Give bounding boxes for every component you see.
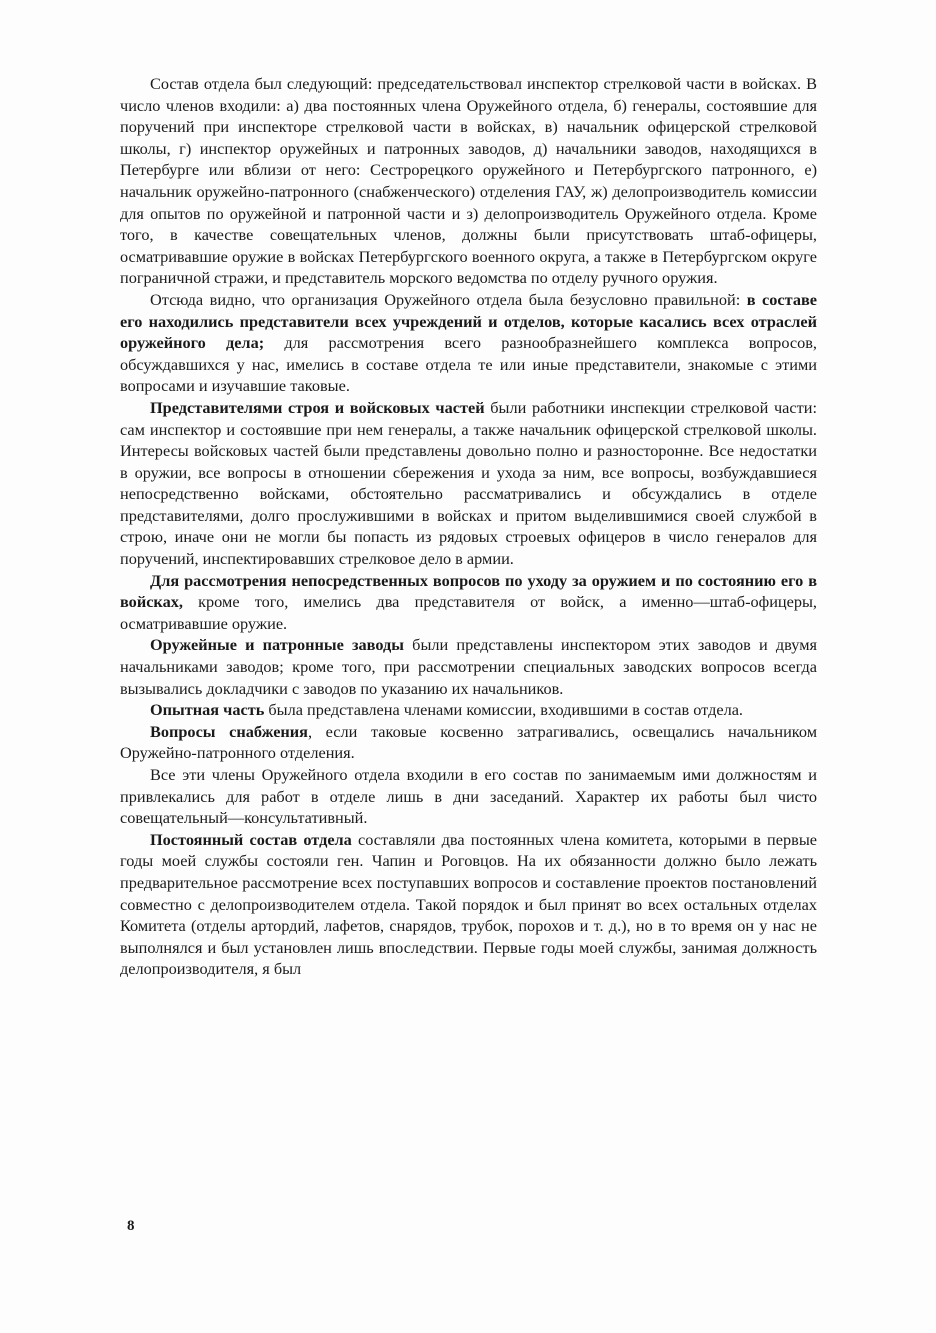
bold-run: Постоянный состав отдела: [150, 829, 352, 849]
paragraph-permanent-staff: [120, 829, 817, 980]
bold-run: в составе его находились представители всех учреждений и отделов, которые касались всех отраслей оружейного дела;: [120, 289, 818, 353]
text-run: была представлена членами комиссии, входившими в состав отдела.: [264, 700, 744, 720]
paragraph-factories: [120, 634, 817, 699]
text-run: кроме того, имелись два представителя от войск, а именно—штаб-офицеры, осматривавшие оружие.: [120, 592, 817, 633]
page-number: 8: [127, 1218, 135, 1234]
bold-run: Вопросы снабжения: [150, 721, 308, 741]
bold-run: Представителями строя и войсковых частей: [150, 397, 485, 417]
paragraph-experimental: [120, 699, 817, 721]
paragraph-organization: [120, 289, 817, 397]
text-run: , если таковые косвенно затрагивались, освещались начальником Оружейно-патронного отделения.: [120, 721, 817, 763]
page-body: [120, 73, 817, 980]
paragraph-composition: [120, 73, 817, 289]
text-run: Все эти члены Оружейного отдела входили в его состав по занимаемым ими должностям и привлекались для работ в отделе лишь в дни заседаний. Характер их работы был чисто совещательный—консультативный.: [120, 765, 817, 828]
text-run: Состав отдела был следующий: председательствовал инспектор стрелковой части в войсках. В число членов входили: а) два постоянных члена Оружейного отдела, б) генералы, состоявшие для поручений при инспекторе стрелковой части в войсках, в) начальник офицерской стрелковой школы, г) инспектор оружейных и патронных заводов, д) начальники заводов, находящихся в Петербурге или вблизи от него: Сестрорецкого оружейного и Петербургского патронного, е) начальник оружейно-патронного (снабженческого) отделения ГАУ, ж) делопроизводитель комиссии для опытов по оружейной и патронной части и з) делопроизводитель Оружейного отдела. Кроме того, в качестве совещательных членов, должны были присутствовать штаб-офицеры, осматривавшие оружие в войсках Петербургского военного округа, а также в Петербургском округе пограничной стражи, и представитель морского ведомства по отделу ручного оружия.: [120, 74, 817, 288]
bold-run: Опытная часть: [150, 700, 265, 720]
text-run: составляли два постоянных члена комитета, которыми в первые годы моей службы состояли ген. Чапин и Роговцов. На их обязанности должно было лежать предварительное рассмотрение всех поступавших вопросов и составление проектов постановлений совместно с делопроизводителем отдела. Такой порядок и был принят во всех остальных отделах Комитета (отделы артордий, лафетов, снарядов, трубок, порохов и т. д.), но в то время он у нас не выполнялся и был установлен лишь впоследствии. Первые годы моей службы, занимая должность делопроизводителя, я был: [120, 829, 817, 979]
bold-run: Оружейные и патронные заводы: [150, 635, 404, 655]
text-run: Отсюда видно, что организация Оружейного отдела была безусловно правильной:: [150, 289, 747, 309]
text-run: для рассмотрения всего разнообразнейшего комплекса вопросов, обсуждавшихся у нас, имелись в составе отдела те или иные представители, знакомые с этими вопросами и изучавшие таковые.: [120, 333, 817, 396]
paragraph-supply: [120, 721, 817, 764]
paragraph-weapon-care: [120, 570, 817, 635]
text-run: были работники инспекции стрелковой части: сам инспектор и состоявшие при нем генералы, а также начальник офицерской стрелковой школы. Интересы войсковых частей были представлены довольно полно и разносторонне. Все недостатки в оружии, все вопросы в отношении сбережения и ухода за ним, все вопросы, возбуждавшиеся непосредственно войсками, обстоятельно рассматривались и обсуждались в отделе представителями, долго прослужившими в войсках и притом выделившимися своей службой в строю, иначе они не могли бы попасть из рядовых строевых офицеров в число генералов для поручений, инспектировавших стрелковое дело в армии.: [120, 397, 817, 569]
paragraph-members-role: [120, 764, 817, 829]
text-run: были представлены инспектором этих заводов и двумя начальниками заводов; кроме того, при рассмотрении специальных заводских вопросов всегда вызывались докладчики с заводов по указанию их начальников.: [120, 635, 817, 698]
bold-run: Для рассмотрения непосредственных вопросов по уходу за оружием и по состоянию его в войсках,: [120, 570, 817, 612]
paragraph-troops-representatives: [120, 397, 817, 570]
